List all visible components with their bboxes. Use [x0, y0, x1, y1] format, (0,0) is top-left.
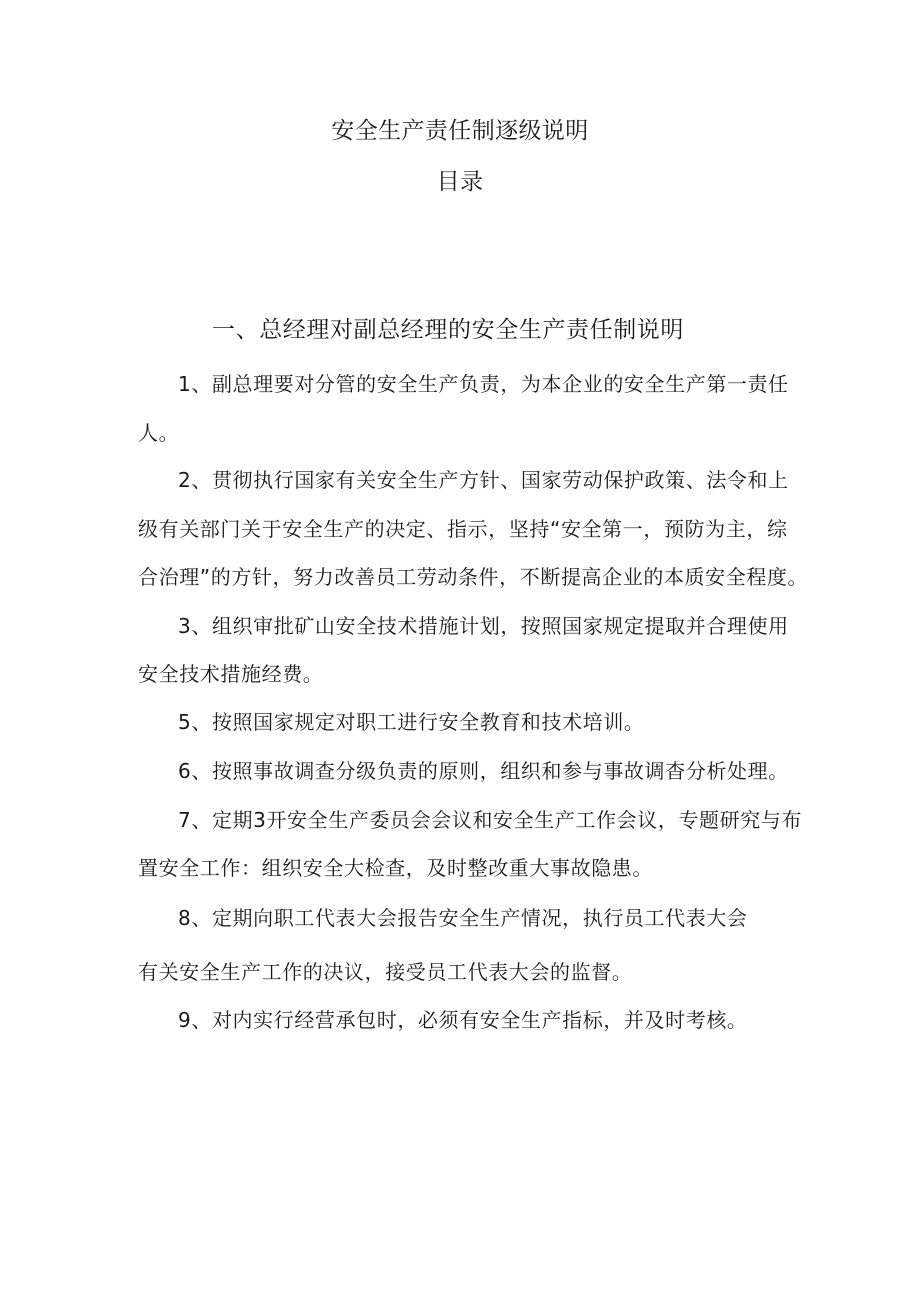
- list-item-7-line-1: [178, 808, 802, 832]
- item-text: 对内实行经营承包时，必须有安全生产指标，并及时考核。: [211, 1008, 748, 1032]
- section-heading: 一、总经理对副总经理的安全生产责任制说明: [212, 317, 684, 343]
- list-item-1-line-1: [178, 372, 789, 396]
- item-number: 5、: [178, 710, 212, 734]
- item-number: 1、: [178, 372, 212, 396]
- list-item-5-line-1: [178, 710, 645, 734]
- list-item-2-line-1: [178, 468, 789, 492]
- list-item-8-line-1: [178, 906, 748, 930]
- item-text: 定期3开安全生产委员会会议和安全生产工作会议，专题研究与布: [211, 808, 803, 832]
- item-text: 按照事故调查分级负责的原则，组织和参与事故调杳分析处理。: [211, 759, 789, 783]
- item-number: 9、: [178, 1008, 212, 1032]
- list-item-3-line-1: [178, 614, 789, 638]
- list-item-2-line-3: 合治理”的方针，努力改善员工劳动条件，不断提高企业的本质安全程度。: [138, 565, 809, 589]
- list-item-7-line-2: 置安全工作：组织安全大检查，及时整改重大事故隐患。: [138, 856, 653, 880]
- item-number: 8、: [178, 906, 212, 930]
- list-item-6-line-1: [178, 759, 789, 783]
- list-item-8-line-2: 有关安全生产工作的决议，接受员工代表大会的监督。: [138, 960, 633, 984]
- item-text: 贯彻执行国家有关安全生产方针、国家劳动保护政策、法令和上: [211, 468, 789, 492]
- item-text: 组织审批矿山安全技术措施计划，按照国家规定提取并合理使用: [211, 614, 789, 638]
- item-text: 副总理要对分管的安全生产负责，为本企业的安全生产第一责任: [211, 372, 789, 396]
- list-item-2-line-2: 级有关部门关于安全生产的决定、指示，坚持“安全第一，预防为主，综: [138, 517, 788, 541]
- document-title: 安全生产责任制逐级说明: [331, 118, 589, 144]
- list-item-9-line-1: [178, 1008, 748, 1032]
- item-number: 3、: [178, 614, 212, 638]
- item-number: 6、: [178, 759, 212, 783]
- item-text: 定期向职工代表大会报告安全生产情况，执行员工代表大会: [211, 906, 748, 930]
- item-number: 2、: [178, 468, 212, 492]
- item-number: 7、: [178, 808, 212, 832]
- list-item-1-line-2: 人。: [138, 421, 180, 445]
- list-item-3-line-2: 安全技术措施经费。: [138, 662, 324, 686]
- toc-label: 目录: [436, 169, 484, 195]
- item-text: 按照国家规定对职工进行安全教育和技术培训。: [211, 710, 645, 734]
